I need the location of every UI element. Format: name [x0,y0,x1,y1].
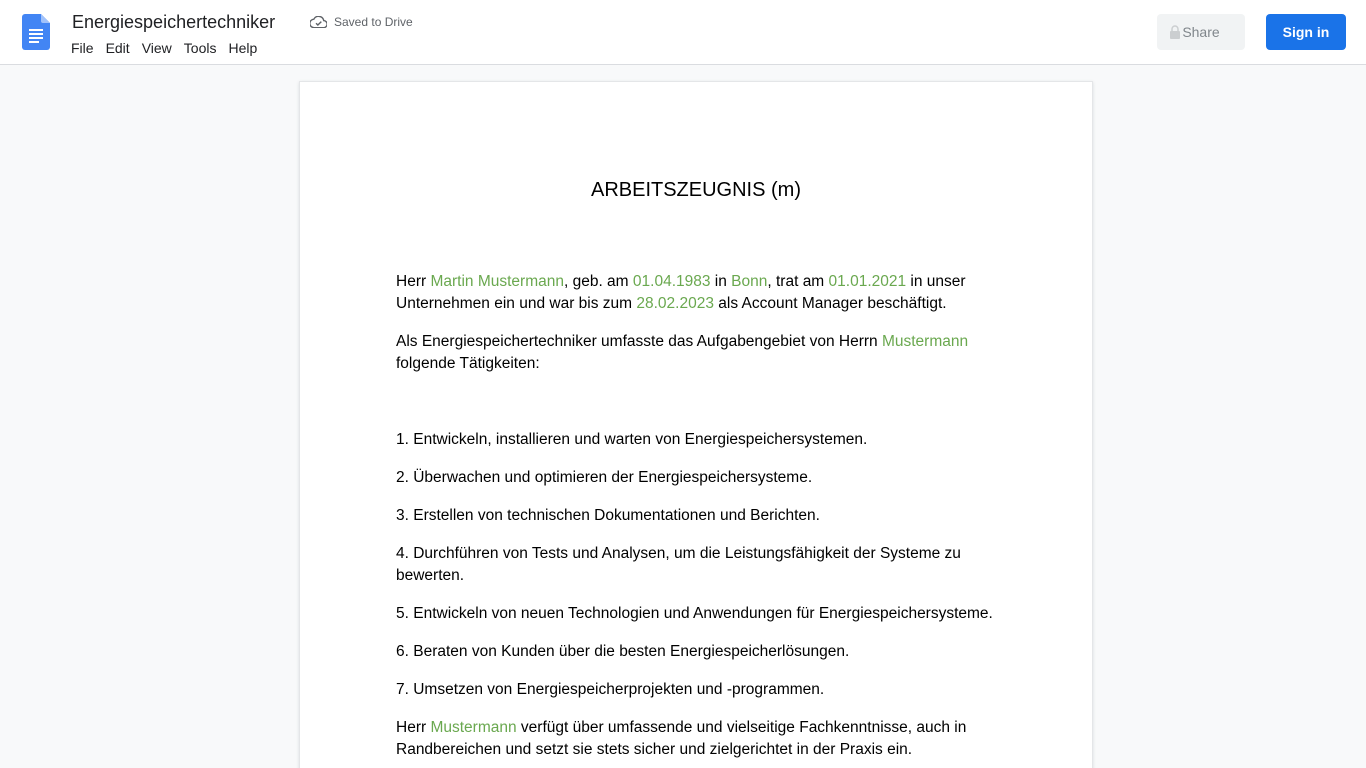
menu-help[interactable]: Help [228,40,258,56]
document-body[interactable] [396,177,996,768]
employee-surname: Mustermann [881,333,969,350]
birth-place: Bonn [731,273,768,290]
intro-text: , geb. am [563,273,633,290]
intro-paragraph [396,271,996,315]
menu-file[interactable]: File [71,40,94,56]
menu-tools[interactable]: Tools [183,40,217,56]
closing-text: Herr [396,719,431,736]
menu-edit[interactable]: Edit [105,40,130,56]
tasks-intro-text: Als Energiespeichertechniker umfasste das Aufgabengebiet von Herrn [396,333,882,350]
start-date: 01.01.2021 [828,273,907,290]
menu-view[interactable]: View [141,40,172,56]
top-bar [0,0,1366,65]
tasks-intro-paragraph [396,331,996,375]
cloud-done-icon [310,16,327,28]
task-item: 3. Erstellen von technischen Dokumentationen und Berichten. [396,507,820,524]
end-date: 28.02.2023 [636,295,714,312]
task-item: 6. Beraten von Kunden über die besten Energiespeicherlösungen. [396,643,850,660]
task-item: 7. Umsetzen von Energiespeicherprojekten und -programmen. [396,681,825,698]
task-item: 2. Überwachen und optimieren der Energiespeichersysteme. [396,469,813,486]
intro-text: in [710,273,732,290]
task-item: 1. Entwickeln, installieren und warten von Energiespeichersystemen. [396,431,868,448]
document-title[interactable]: Energiespeichertechniker [72,12,276,32]
employee-surname: Mustermann [430,719,517,736]
intro-text: als Account Manager beschäftigt. [713,295,947,312]
closing-text: verfügt über umfassende und vielseitige Fachkenntnisse, auch in Randbereichen und setzt sie stets sicher und zielgerichtet in der Praxis ein. [396,719,967,758]
document-page[interactable] [299,81,1093,768]
task-item: 5. Entwickeln von neuen Technologien und Anwendungen für Energiespeichersysteme. [396,605,993,622]
intro-text: in unser Unternehmen ein und war bis zum [396,273,966,312]
birth-date: 01.04.1983 [632,273,711,290]
lock-icon [1169,25,1181,39]
intro-text: , trat am [767,273,829,290]
share-button[interactable] [1157,14,1245,50]
google-docs-icon[interactable] [22,14,50,50]
save-status[interactable] [310,13,413,31]
share-label: Share [1182,24,1220,40]
employee-name: Martin Mustermann [430,273,564,290]
save-status-label: Saved to Drive [334,15,413,29]
closing-paragraph [396,717,996,761]
sign-in-button[interactable]: Sign in [1266,14,1346,50]
menu-bar [63,38,263,58]
task-item: 4. Durchführen von Tests und Analysen, um die Leistungsfähigkeit der Systeme zu bewerten. [396,545,961,584]
tasks-intro-text: folgende Tätigkeiten: [396,355,540,372]
intro-text: Herr [396,273,431,290]
empty-paragraph [396,391,996,429]
document-heading: ARBEITSZEUGNIS (m) [590,179,801,201]
